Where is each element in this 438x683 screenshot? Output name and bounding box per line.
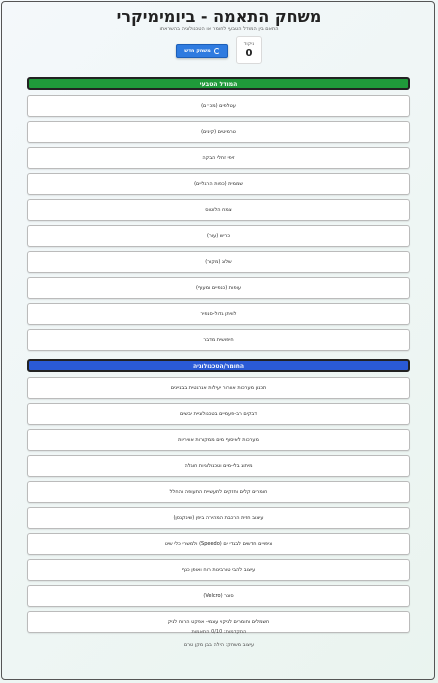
nature-card[interactable]: עטלפים (מכ״ם): [27, 95, 410, 117]
tech-header: החומר/הטכנולוגיה: [27, 359, 410, 372]
new-game-label: משחק חדש: [184, 48, 211, 54]
nature-card[interactable]: חיפושית מדבר: [27, 329, 410, 351]
nature-header: המודל הטבעי: [27, 77, 410, 90]
tech-card[interactable]: חשמלים וחומרים לניקוי עצמי- אפקט הרוח לניק: [27, 611, 410, 633]
tech-card[interactable]: מיתוג בלי-מים וטכנולוגיות חוגלה: [27, 455, 410, 477]
nature-card[interactable]: טרמיטים (קינים): [27, 121, 410, 143]
nature-card[interactable]: שלוג (מקור): [27, 251, 410, 273]
tech-card[interactable]: דבקים רב-פעמיים בטכנולוגיית יבשים: [27, 403, 410, 425]
nature-card[interactable]: כריש (עור): [27, 225, 410, 247]
tech-card[interactable]: סונר (Velcro): [27, 585, 410, 607]
page-subtitle: התאם בין המודל הטבעי לחומר או הטכנולוגיה בהשראתו: [159, 26, 279, 32]
nature-card[interactable]: לוויתן גדול-סנפיר: [27, 303, 410, 325]
tech-card[interactable]: עיצוב להבי טורבינות רוח ואופן כנף: [27, 559, 410, 581]
credit-text: עיצוב משחק: הילה בבן מקן טרם: [183, 642, 255, 648]
tech-card[interactable]: מערכות לאיסוף מים ממקורות אוויריות: [27, 429, 410, 451]
tech-card[interactable]: חומרים קלים וחזקים לתעשיית התעופה והחלל: [27, 481, 410, 503]
refresh-icon: [214, 48, 220, 54]
tech-card[interactable]: תכנון מערכות אוורור יעילות אנרגטית בבניינים: [27, 377, 410, 399]
nature-card[interactable]: צמח הלוטוס: [27, 199, 410, 221]
score-box: [236, 36, 262, 64]
tech-section: [27, 359, 410, 633]
nature-section: [27, 77, 410, 351]
tech-card[interactable]: עיצוב חזית הרכבת המהירה ביפן (שינקנסן): [27, 507, 410, 529]
page-title: משחק התאמה - ביומימיקרי: [116, 7, 322, 26]
nature-card[interactable]: זיפי זחלי הבקה: [27, 147, 410, 169]
tech-card[interactable]: ציפויים חדשים לבגדי ים (Speedo) ולמשרי כלי שיט: [27, 533, 410, 555]
nature-card[interactable]: שממית (כפות הרגליים): [27, 173, 410, 195]
score-value: 0: [245, 48, 253, 59]
progress-status: התקדמות: 0/10 התאמות: [191, 629, 247, 635]
new-game-button[interactable]: [176, 44, 228, 58]
score-label: ניקוד: [243, 41, 255, 47]
nature-card[interactable]: עופות (כנפיים ומעוף): [27, 277, 410, 299]
